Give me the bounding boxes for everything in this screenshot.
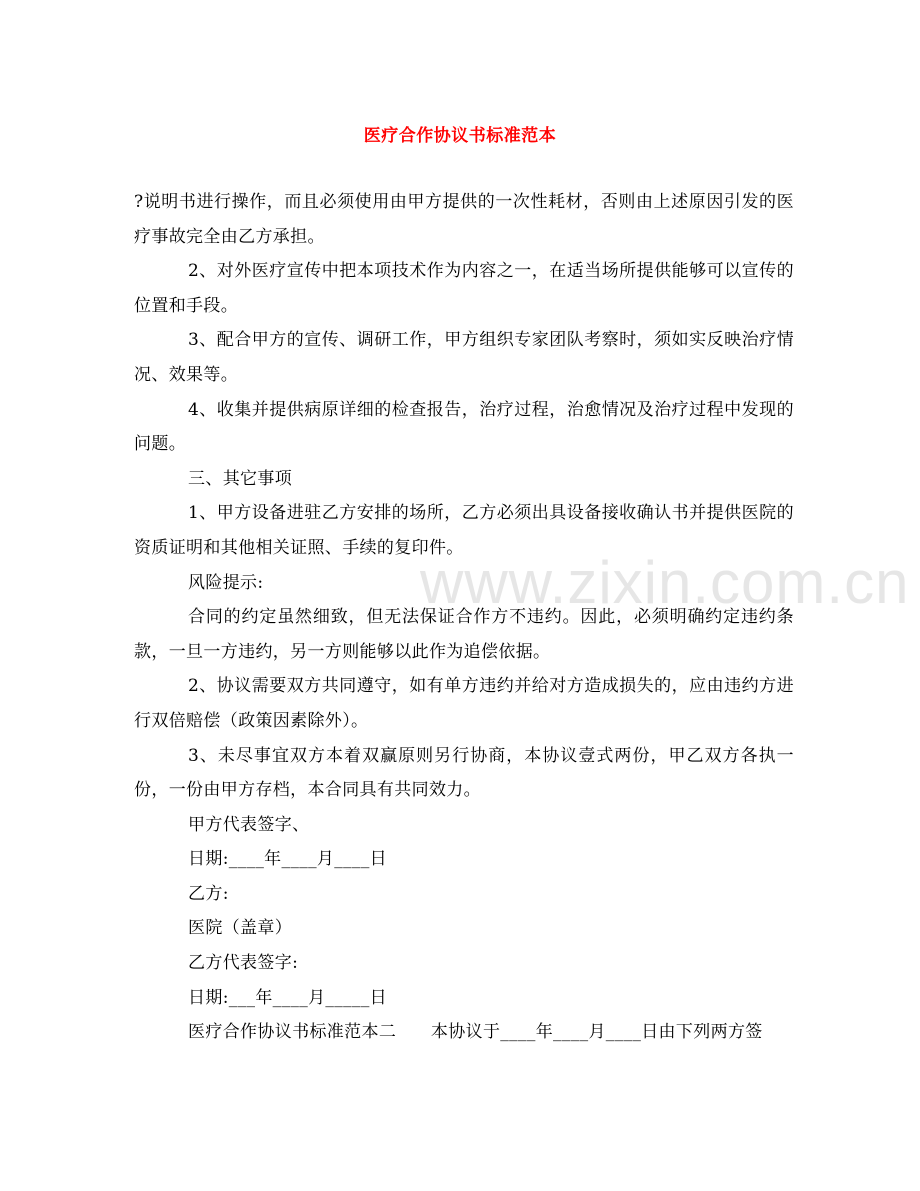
risk-tip-label: 风险提示: xyxy=(188,572,264,593)
watermark: www.zixin.com.cn xyxy=(420,549,910,616)
date-line-party-a: 日期:____年____月____日 xyxy=(188,849,388,870)
second-template-intro: 医疗合作协议书标准范本二 本协议于____年____月____日由下列两方签 xyxy=(188,1022,763,1043)
signature-line-party-b: 乙方代表签字: xyxy=(188,953,299,974)
paragraph: 3、未尽事宜双方本着双赢原则另行协商，本协议壹式两份，甲乙双方各执一份，一份由甲方存档，本合同具有共同效力。 xyxy=(134,745,794,801)
paragraph: ?说明书进行操作，而且必须使用由甲方提供的一次性耗材，否则由上述原因引发的医疗事故完全由乙方承担。 xyxy=(134,192,794,247)
party-b-label: 乙方: xyxy=(188,883,229,904)
paragraph: 4、收集并提供病原详细的检查报告，治疗过程，治愈情况及治疗过程中发现的问题。 xyxy=(134,399,794,455)
date-line-party-b: 日期:___年____月_____日 xyxy=(188,987,388,1008)
document-title: 医疗合作协议书标准范本 xyxy=(363,126,557,146)
paragraph: 1、甲方设备进驻乙方安排的场所，乙方必须出具设备接收确认书并提供医院的资质证明和其他相关证照、手续的复印件。 xyxy=(134,503,794,558)
paragraph: 3、配合甲方的宣传、调研工作，甲方组织专家团队考察时，须如实反映治疗情况、效果等。 xyxy=(134,330,794,385)
section-heading: 三、其它事项 xyxy=(188,468,293,489)
hospital-seal-label: 医院（盖章） xyxy=(188,918,293,939)
paragraph: 2、对外医疗宣传中把本项技术作为内容之一，在适当场所提供能够可以宣传的位置和手段。 xyxy=(134,261,794,316)
signature-line-party-a: 甲方代表签字、 xyxy=(188,814,310,835)
document-body xyxy=(134,185,794,1050)
paragraph: 合同的约定虽然细致，但无法保证合作方不违约。因此，必须明确约定违约条款，一旦一方违约，另一方则能够以此作为追偿依据。 xyxy=(134,607,794,662)
paragraph: 2、协议需要双方共同遵守，如有单方违约并给对方造成损失的，应由违约方进行双倍赔偿（政策因素除外）。 xyxy=(134,676,794,731)
